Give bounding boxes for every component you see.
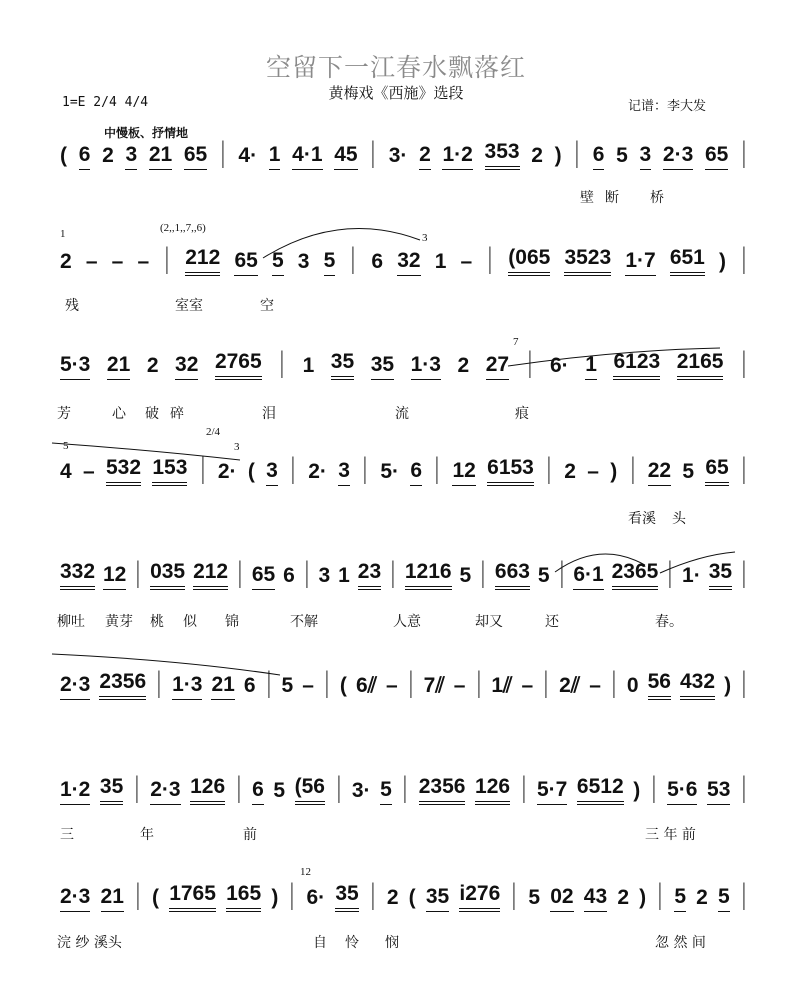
- note: –: [453, 674, 466, 697]
- note: –: [302, 674, 314, 697]
- note: 2356: [419, 775, 466, 805]
- note: 332: [60, 560, 95, 590]
- note: 0: [626, 674, 639, 697]
- note: 6: [79, 143, 91, 170]
- barline: |: [668, 556, 672, 589]
- lyric: 三: [60, 827, 74, 843]
- grace-annotation: 7: [513, 336, 519, 348]
- note: 5: [380, 778, 392, 805]
- barline: |: [742, 771, 746, 804]
- note: 2: [419, 143, 431, 170]
- score-title: 空留下一江春水飘落红: [265, 53, 526, 82]
- lyric: 忽 然 间: [655, 935, 706, 951]
- note: i276: [459, 882, 500, 912]
- note: 1765: [169, 882, 216, 912]
- note: 65: [705, 456, 728, 486]
- note: 5: [273, 779, 286, 802]
- note: 6: [371, 250, 384, 273]
- note: 126: [190, 775, 225, 805]
- note: ): [639, 886, 647, 909]
- note: 5·3: [60, 353, 90, 380]
- lyric: 室室: [175, 298, 203, 314]
- slur: [52, 443, 240, 460]
- barline: |: [481, 556, 485, 589]
- note: 2·3: [60, 885, 90, 912]
- barline: |: [742, 452, 746, 485]
- barline: |: [575, 136, 579, 169]
- lyric: 春。: [655, 614, 683, 630]
- barline: |: [742, 242, 746, 275]
- barline: |: [237, 771, 241, 804]
- grace-annotation: 12: [300, 866, 311, 878]
- note: –: [460, 250, 473, 273]
- note: 6123: [613, 350, 660, 380]
- note: 45: [334, 143, 357, 170]
- note: ): [719, 250, 726, 273]
- note: 1: [338, 564, 350, 587]
- note: 7⫽: [423, 674, 445, 697]
- note: 5: [324, 249, 336, 276]
- barline: |: [266, 666, 271, 699]
- lyric: 空: [260, 298, 274, 314]
- note: 1·3: [172, 673, 202, 700]
- note: 21: [107, 353, 130, 380]
- lyric: 人意: [393, 614, 421, 630]
- note: 3: [318, 564, 331, 587]
- note: 1·3: [411, 353, 441, 380]
- barline: |: [391, 556, 395, 589]
- note: 65: [252, 563, 275, 590]
- barline: |: [305, 556, 309, 589]
- note: 3: [125, 143, 137, 170]
- note: 6: [283, 564, 295, 587]
- barline: |: [325, 666, 329, 699]
- lyric: 桥: [650, 190, 664, 206]
- note: 32: [175, 353, 198, 380]
- note: 1: [585, 353, 597, 380]
- note: 21: [211, 673, 234, 700]
- grace-annotation: 5: [63, 440, 69, 452]
- note: 43: [584, 885, 607, 912]
- barline: |: [165, 242, 169, 275]
- note: 532: [106, 456, 141, 486]
- lyric: 自: [313, 935, 327, 951]
- note: 6: [252, 778, 264, 805]
- barline: |: [742, 556, 746, 589]
- lyric: 残: [65, 298, 79, 314]
- note: (: [408, 886, 416, 909]
- note: (56: [295, 775, 325, 805]
- barline: |: [476, 666, 480, 699]
- note: 5·: [380, 460, 400, 483]
- note: 1·7: [625, 249, 655, 276]
- slur: [263, 228, 420, 258]
- note: 65: [234, 249, 257, 276]
- note: 12: [103, 563, 126, 590]
- note: 2: [386, 886, 399, 909]
- score-subtitle: 黄梅戏《西施》选段: [328, 84, 464, 102]
- note: 5: [718, 885, 730, 912]
- note: 1·2: [442, 143, 472, 170]
- note: 3: [640, 143, 652, 170]
- note: 153: [152, 456, 187, 486]
- note: 3: [338, 459, 350, 486]
- note: 2·3: [60, 673, 90, 700]
- note: 6512: [577, 775, 624, 805]
- note: 1·: [682, 564, 701, 587]
- note: ): [610, 460, 618, 483]
- barline: |: [363, 452, 367, 485]
- lyric: 芳: [57, 406, 71, 422]
- barline: |: [742, 346, 746, 379]
- note: 65: [705, 143, 728, 170]
- lyric: 破: [145, 406, 159, 422]
- note: 2: [102, 144, 114, 167]
- note: 1: [434, 250, 447, 273]
- barline: |: [658, 878, 662, 911]
- note: 5: [674, 885, 686, 912]
- lyric: 却又: [475, 614, 503, 630]
- slur: [508, 348, 720, 366]
- lyric: 心: [112, 406, 126, 422]
- note: 35: [426, 885, 449, 912]
- barline: |: [403, 771, 407, 804]
- barline: |: [409, 666, 413, 699]
- barline: |: [435, 452, 439, 485]
- note: 212: [185, 246, 220, 276]
- note: ): [271, 886, 279, 909]
- note: 5: [682, 460, 695, 483]
- barline: |: [630, 452, 635, 485]
- note: 5: [459, 564, 472, 587]
- note: 126: [475, 775, 510, 805]
- note: 12: [452, 459, 475, 486]
- note: 4: [60, 460, 72, 483]
- note: –: [587, 460, 599, 483]
- lyric: 三 年 前: [645, 827, 696, 843]
- note: 22: [648, 459, 671, 486]
- grace-annotation: (2,,1,,7,,6): [160, 222, 206, 234]
- note: 1·2: [60, 778, 90, 805]
- lyric: 浣 纱 溪头: [57, 935, 122, 951]
- note: 53: [707, 778, 730, 805]
- note: (: [60, 144, 67, 167]
- note: ): [554, 144, 562, 167]
- note: 212: [193, 560, 228, 590]
- note: 6·: [306, 886, 326, 909]
- lyric: 似: [183, 614, 197, 630]
- barline: |: [157, 666, 161, 699]
- note: 2: [617, 886, 629, 909]
- note: 6: [410, 459, 422, 486]
- note: 6153: [487, 456, 534, 486]
- note: 5: [528, 886, 541, 909]
- note: 21: [149, 143, 172, 170]
- note: 6: [593, 143, 605, 170]
- lyric: 年: [140, 827, 154, 843]
- note: 3·: [351, 779, 371, 802]
- barline: |: [336, 771, 340, 804]
- barline: |: [290, 878, 294, 911]
- note: 56: [648, 670, 671, 700]
- barline: |: [547, 452, 551, 485]
- note: 165: [226, 882, 261, 912]
- note: (: [339, 674, 347, 697]
- note: (: [247, 460, 255, 483]
- note: –: [83, 460, 95, 483]
- note: 35: [100, 775, 123, 805]
- note: 2: [696, 886, 708, 909]
- barline: |: [221, 136, 225, 169]
- lyric: 断: [605, 190, 619, 206]
- note: 3523: [564, 246, 611, 276]
- barline: |: [280, 346, 284, 379]
- note: 6⫽: [355, 674, 377, 697]
- note: 2: [60, 250, 72, 273]
- lyric: 柳吐: [57, 614, 85, 630]
- lyric: 前: [243, 827, 257, 843]
- note: 3: [266, 459, 278, 486]
- note: 6: [243, 674, 256, 697]
- barline: |: [238, 556, 242, 589]
- lyric: 头: [672, 511, 686, 527]
- note: 65: [184, 143, 207, 170]
- note: 2765: [215, 350, 262, 380]
- note: 2: [146, 354, 159, 377]
- note: 3·: [388, 144, 408, 167]
- transcriber: 记谱：李大发: [628, 99, 707, 114]
- note: 651: [670, 246, 705, 276]
- barline: |: [136, 878, 140, 911]
- note: 4·1: [292, 143, 322, 170]
- barline: |: [512, 878, 516, 911]
- slur: [52, 654, 280, 675]
- barline: |: [371, 136, 375, 169]
- grace-annotation: 2/4: [206, 426, 221, 438]
- slur: [660, 552, 735, 573]
- note: 1⫽: [491, 674, 513, 697]
- note: 2: [531, 144, 543, 167]
- key-signature: 1=E 2/4 4/4: [62, 95, 149, 110]
- note: 2⫽: [559, 674, 581, 697]
- note: 5: [281, 674, 294, 697]
- note: 32: [397, 249, 420, 276]
- barline: |: [371, 878, 375, 911]
- note: 23: [358, 560, 381, 590]
- lyric: 看溪: [628, 511, 656, 527]
- note: 6·: [550, 354, 569, 377]
- barline: |: [544, 666, 548, 699]
- note: –: [111, 250, 124, 273]
- lyric: 不解: [290, 614, 318, 630]
- note: 2·: [308, 460, 327, 483]
- note: 2·3: [150, 778, 180, 805]
- note: 35: [371, 353, 394, 380]
- note: 5: [537, 564, 550, 587]
- note: 353: [485, 140, 520, 170]
- note: (065: [508, 246, 550, 276]
- lyric: 锦: [225, 614, 239, 630]
- note: ): [724, 674, 732, 697]
- grace-annotation: 3: [422, 232, 428, 244]
- note: 5: [272, 249, 284, 276]
- lyric: 悯: [385, 935, 399, 951]
- lyric: 桃: [150, 614, 164, 630]
- lyric: 碎: [170, 406, 184, 422]
- lyric: 壁: [580, 190, 594, 206]
- note: 21: [101, 885, 124, 912]
- note: 5·6: [667, 778, 697, 805]
- note: 35: [709, 560, 732, 590]
- barline: |: [521, 771, 526, 804]
- barline: |: [201, 452, 205, 485]
- note: (: [152, 886, 160, 909]
- note: –: [85, 250, 98, 273]
- note: 6·1: [573, 563, 603, 590]
- note: 35: [331, 350, 354, 380]
- note: 3: [297, 250, 310, 273]
- note: 2·: [217, 460, 237, 483]
- note: 2: [564, 460, 576, 483]
- note: 2165: [677, 350, 724, 380]
- barline: |: [488, 242, 492, 275]
- barline: |: [351, 242, 355, 275]
- lyric: 痕: [515, 406, 529, 422]
- note: –: [589, 674, 601, 697]
- barline: |: [742, 878, 746, 911]
- barline: |: [612, 666, 616, 699]
- note: 4·: [238, 144, 258, 167]
- note: 2: [457, 354, 470, 377]
- barline: |: [652, 771, 656, 804]
- grace-annotation: 3: [234, 441, 240, 453]
- note: 663: [495, 560, 530, 590]
- note: 5·7: [537, 778, 567, 805]
- note: –: [521, 674, 534, 697]
- note: 02: [550, 885, 573, 912]
- note: 035: [150, 560, 185, 590]
- barline: |: [527, 346, 532, 379]
- note: 35: [335, 882, 358, 912]
- note: –: [386, 674, 398, 697]
- barline: |: [291, 452, 295, 485]
- note: 1: [269, 143, 281, 170]
- note: 432: [680, 670, 715, 700]
- slur: [555, 554, 645, 572]
- note: 2365: [612, 560, 659, 590]
- note: 27: [486, 353, 509, 380]
- barline: |: [742, 666, 746, 699]
- lyric: 怜: [345, 935, 359, 951]
- note: ): [633, 779, 641, 802]
- note: 2356: [99, 670, 146, 700]
- note: –: [137, 250, 150, 273]
- note: 1216: [405, 560, 452, 590]
- barline: |: [742, 136, 746, 169]
- lyric: 流: [395, 406, 409, 422]
- note: 1: [302, 354, 315, 377]
- barline: |: [136, 556, 140, 589]
- note: 5: [616, 144, 628, 167]
- barline: |: [559, 556, 564, 589]
- tempo-marking: 中慢板、抒情地: [104, 126, 189, 140]
- grace-annotation: 1: [60, 228, 66, 240]
- lyric: 还: [545, 614, 559, 630]
- barline: |: [135, 771, 139, 804]
- note: 2·3: [663, 143, 693, 170]
- lyric: 黄芽: [105, 614, 133, 630]
- lyric: 泪: [262, 406, 276, 422]
